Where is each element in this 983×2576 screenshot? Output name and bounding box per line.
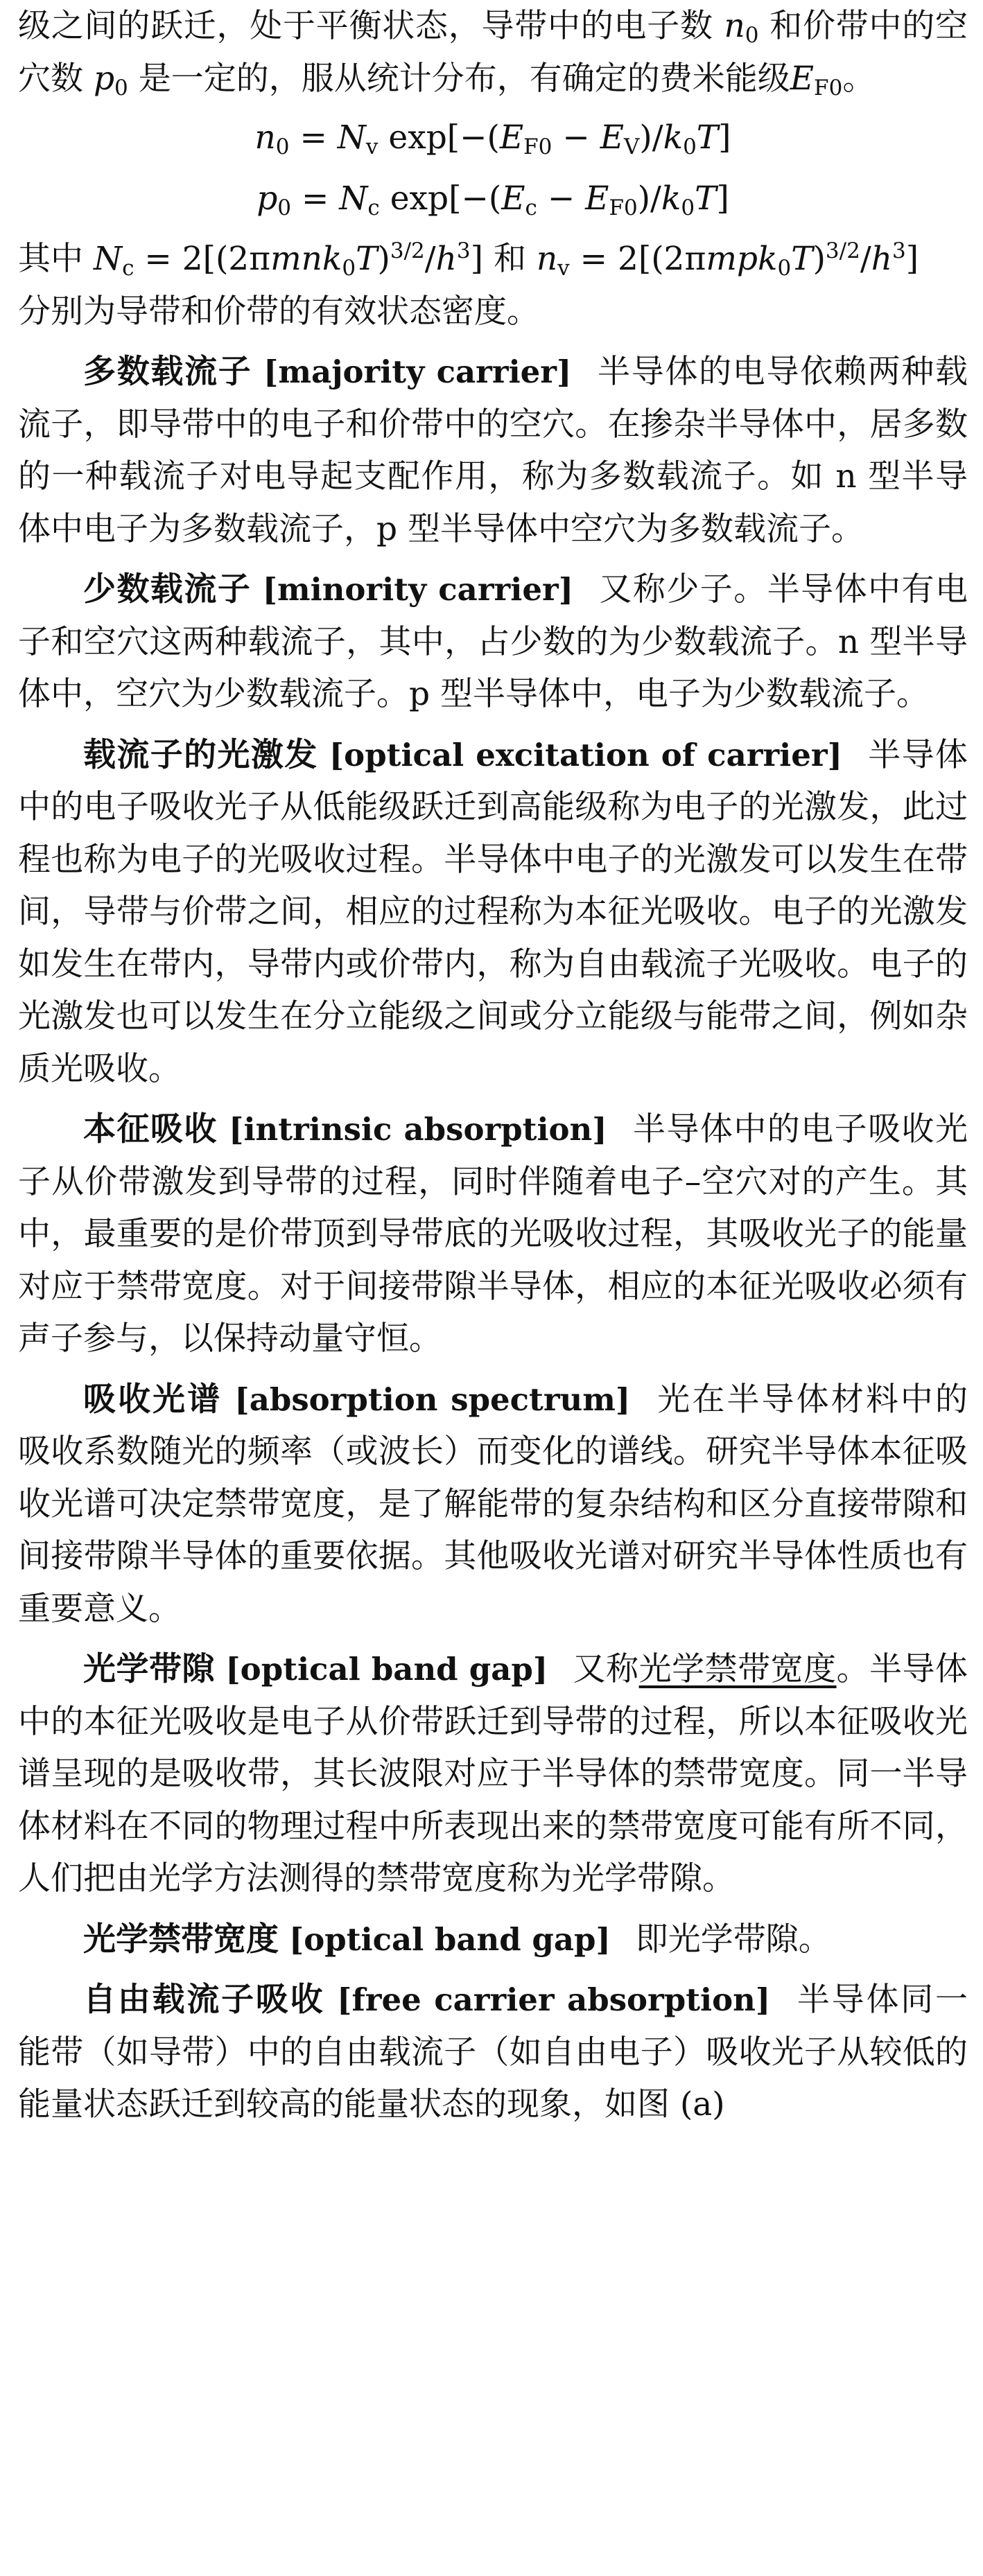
entry-body: 又称少子。半导体中有电子和空穴这两种载流子，其中，占少数的为少数载流子。n 型半导体中，空穴为少数载流子。p 型半导体中，电子为少数载流子。 bbox=[18, 570, 968, 713]
formula-hole-density: $p_0 = N_c$ $\exp[-(E_c - E_{F0})/k_0T]$ bbox=[256, 179, 729, 220]
entry-english: [optical band gap] bbox=[225, 1651, 548, 1688]
entry-english: [optical band gap] bbox=[288, 1920, 611, 1958]
entry-term: 光学禁带宽度 bbox=[83, 1920, 279, 1959]
intro-text: 是一定的，服从统计分布，有确定的费米能级 bbox=[138, 59, 790, 98]
entry-body: 半导体中的电子吸收光子从价带激发到导带的过程，同时伴随着电子–空穴对的产生。其中，最重要的是价带顶到导带底的光吸收过程，其吸收光子的能量对应于禁带宽度。对于间接带隙半导体，相应的本征光吸收必须有声子参与，以保持动量守恒。 bbox=[18, 1110, 968, 1358]
entry-body: 半导体的电导依赖两种载流子，即导带中的电子和价带中的空穴。在掺杂半导体中，居多数的一种载流子对电导起支配作用，称为多数载流子。如 n 型半导体中电子为多数载流子，p 型半导体中空穴为多数载流子。 bbox=[18, 353, 968, 548]
n0-symbol: $n_0$ bbox=[724, 7, 759, 48]
intro-text: 级之间的跃迁，处于平衡状态，导带中的电子数 bbox=[18, 7, 713, 45]
entry-term: 自由载流子吸收 bbox=[83, 1981, 325, 2019]
entry-body: 半导体中的电子吸收光子从低能级跃迁到高能级称为电子的光激发，此过程也称为电子的光吸收过程。半导体中电子的光激发可以发生在带间，导带与价带之间，相应的过程称为本征光吸收。电子的光激发如发生在带内，导带内或价带内，称为自由载流子光吸收。电子的光激发也可以发生在分立能级之间或分立能级与能带之间，例如杂质光吸收。 bbox=[18, 735, 968, 1088]
entry-english: [free carrier absorption] bbox=[337, 1981, 771, 2018]
document-page bbox=[18, 0, 968, 2131]
entry-optical-excitation bbox=[18, 729, 968, 1096]
nv-expression: $n_v = 2[(2\pi mpk_0T)^{3/2}/h^3]$ bbox=[536, 238, 919, 281]
entry-intrinsic-absorption bbox=[18, 1103, 968, 1365]
entry-term: 吸收光谱 bbox=[83, 1380, 223, 1419]
entry-term: 光学带隙 bbox=[83, 1650, 215, 1688]
p0-symbol: $p_0$ bbox=[93, 59, 128, 100]
entry-absorption-spectrum bbox=[18, 1374, 968, 1636]
entry-term: 载流子的光激发 bbox=[83, 735, 318, 774]
entry-term: 本征吸收 bbox=[83, 1110, 218, 1148]
intro-paragraph: 级之间的跃迁，处于平衡状态，导带中的电子数 $n_0$ 和价带中的空穴数 $p_0$ 是一定的，服从统计分布，有确定的费米能级$E_{F0}$。 bbox=[18, 7, 968, 100]
intro-text: 和价带中的空穴数 bbox=[18, 7, 968, 98]
entry-english: [absorption spectrum] bbox=[234, 1381, 631, 1418]
entry-english: [majority carrier] bbox=[263, 353, 572, 390]
entry-english: [intrinsic absorption] bbox=[229, 1111, 607, 1148]
entry-english: [optical excitation of carrier] bbox=[329, 736, 842, 773]
entry-term: 多数载流子 bbox=[83, 353, 252, 391]
entry-optical-band-gap bbox=[18, 1643, 968, 1905]
entry-free-carrier-absorption bbox=[18, 1974, 968, 2131]
entry-english: [minority carrier] bbox=[262, 571, 573, 608]
formula-electron-density: $n_0 = N_v$ $\exp[-(E_{F0} - E_V)/k_0T]$ bbox=[254, 119, 731, 159]
density-paragraph: 其中 $N_c = 2[(2\pi mnk_0T)^{3/2}/h^3]$ 和 $n_v = 2[(2\pi mpk_0T)^{3/2}/h^3]$ 分别为导带和价带的有效状态密度。 bbox=[18, 238, 919, 331]
nc-expression: $N_c = 2[(2\pi mnk_0T)^{3/2}/h^3]$ bbox=[93, 238, 483, 281]
fermi-level-symbol: $E_{F0}$ bbox=[790, 59, 843, 100]
entry-minority-carrier bbox=[18, 563, 968, 721]
entry-term: 少数载流子 bbox=[83, 570, 252, 608]
entry-body: 。半导体中的本征光吸收是电子从价带跃迁到导带的过程，所以本征吸收光谱呈现的是吸收带，其长波限对应于半导体的禁带宽度。同一半导体材料在不同的物理过程中所表现出来的禁带宽度可能有所不同，人们把由光学方法测得的禁带宽度称为光学带隙。 bbox=[18, 1650, 968, 1898]
entry-body: 光在半导体材料中的吸收系数随光的频率（或波长）而变化的谱线。研究半导体本征吸收光谱可决定禁带宽度，是了解能带的复杂结构和区分直接带隙和间接带隙半导体的重要依据。其他吸收光谱对研究半导体性质也有重要意义。 bbox=[18, 1380, 968, 1628]
entry-body: 半导体同一能带（如导带）中的自由载流子（如自由电子）吸收光子从较低的能量状态跃迁到较高的能量状态的现象，如图 (a) bbox=[18, 1981, 968, 2123]
cross-reference-link[interactable]: 光学禁带宽度 bbox=[638, 1650, 837, 1688]
entry-body: 又称 bbox=[573, 1650, 639, 1688]
entry-majority-carrier bbox=[18, 346, 968, 555]
entry-optical-forbidden-width bbox=[18, 1913, 968, 1966]
entry-body: 即光学带隙。 bbox=[635, 1920, 831, 1959]
